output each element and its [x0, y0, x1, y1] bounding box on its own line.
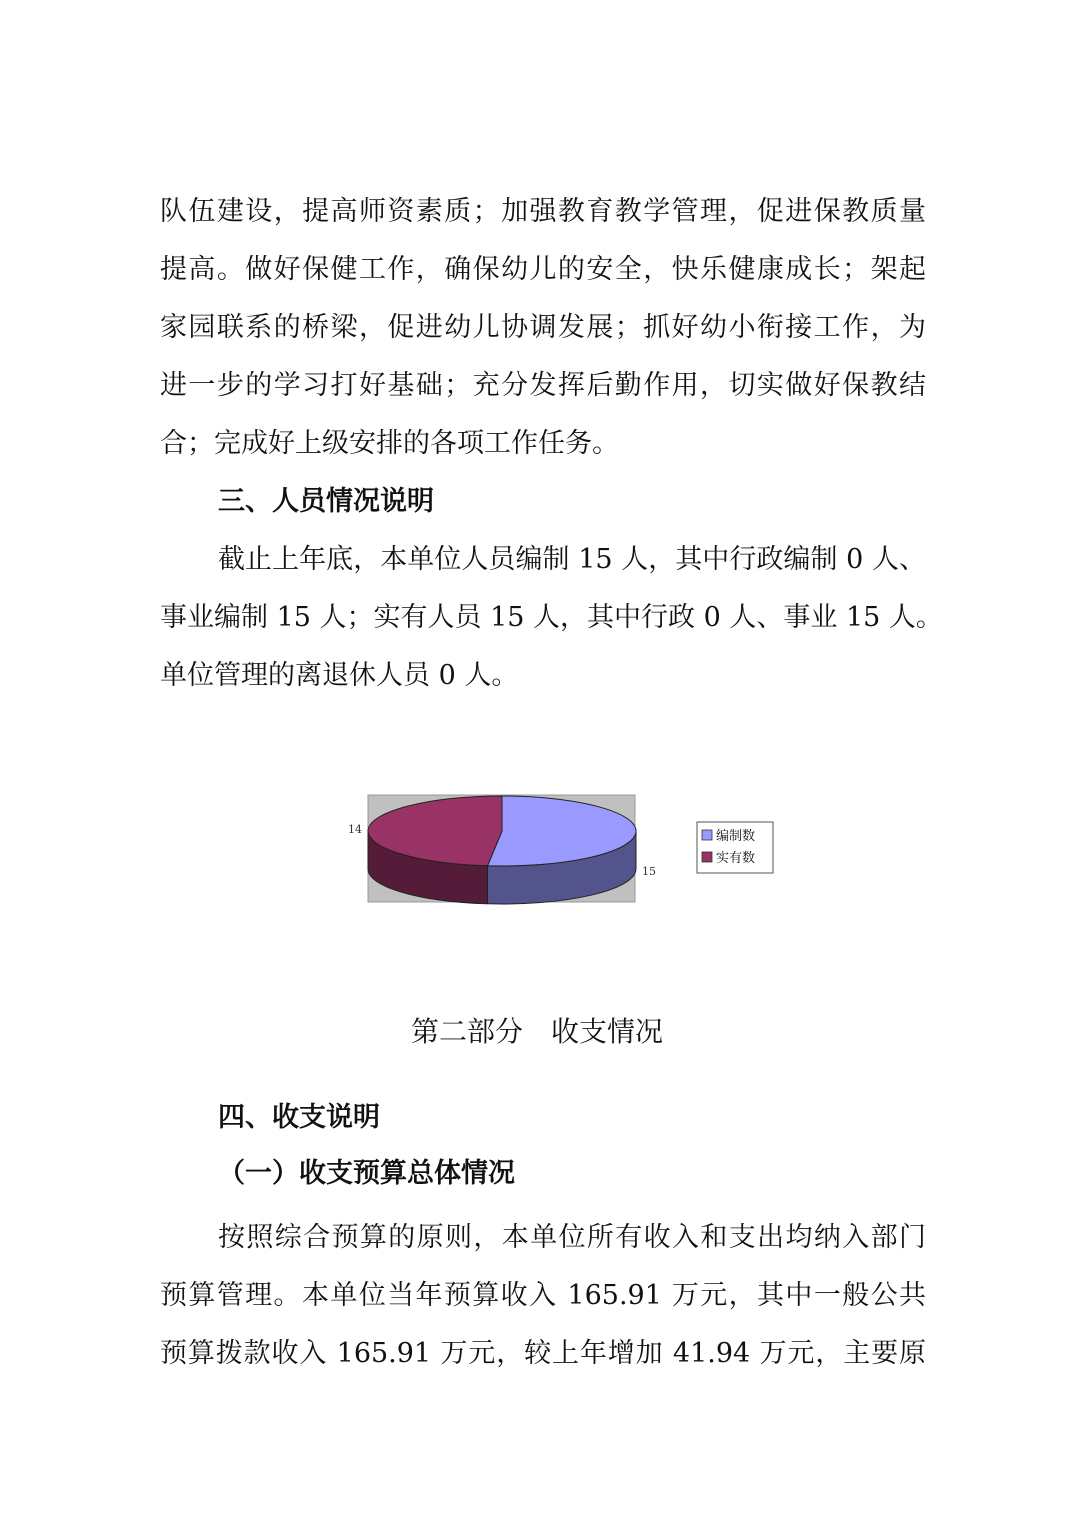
data-label-shiyou: 14: [348, 823, 362, 836]
paragraph-line: 家园联系的桥梁，促进幼儿协调发展；抓好幼小衔接工作，为: [160, 312, 926, 343]
paragraph-line: 提高。做好保健工作，确保幼儿的安全，快乐健康成长；架起: [160, 254, 926, 285]
paragraph-line: 截止上年底，本单位人员编制 15 人，其中行政编制 0 人、: [218, 544, 926, 575]
staffing-pie-chart: [340, 785, 790, 915]
legend: [697, 822, 773, 873]
part-two-title: 第二部分 收支情况: [410, 1015, 663, 1048]
paragraph-line: 单位管理的离退休人员 0 人。: [160, 660, 519, 691]
paragraph-line: 事业编制 15 人；实有人员 15 人，其中行政 0 人、事业 15 人。: [160, 602, 943, 633]
data-label-bianzhi: 15: [642, 865, 656, 878]
paragraph-line: 预算管理。本单位当年预算收入 165.91 万元，其中一般公共: [160, 1280, 926, 1311]
pie-chart-svg: [340, 785, 790, 915]
legend-label-bianzhi: 编制数: [716, 829, 756, 844]
section-heading-personnel: 三、人员情况说明: [218, 486, 434, 517]
paragraph-line: 按照综合预算的原则，本单位所有收入和支出均纳入部门: [218, 1222, 926, 1253]
paragraph-line: 进一步的学习打好基础；充分发挥后勤作用，切实做好保教结: [160, 370, 926, 401]
pie-group: [368, 796, 636, 904]
paragraph-line: 合；完成好上级安排的各项工作任务。: [160, 428, 619, 459]
section-heading-income-expense: 四、收支说明: [218, 1102, 380, 1133]
legend-label-shiyou: 实有数: [716, 851, 756, 866]
legend-swatch-bianzhi: [702, 830, 712, 840]
legend-swatch-shiyou: [702, 852, 712, 862]
paragraph-line: 队伍建设，提高师资素质；加强教育教学管理，促进保教质量: [160, 196, 926, 227]
paragraph-line: 预算拨款收入 165.91 万元，较上年增加 41.94 万元，主要原: [160, 1338, 926, 1369]
subsection-heading-budget-overview: （一）收支预算总体情况: [218, 1158, 515, 1189]
